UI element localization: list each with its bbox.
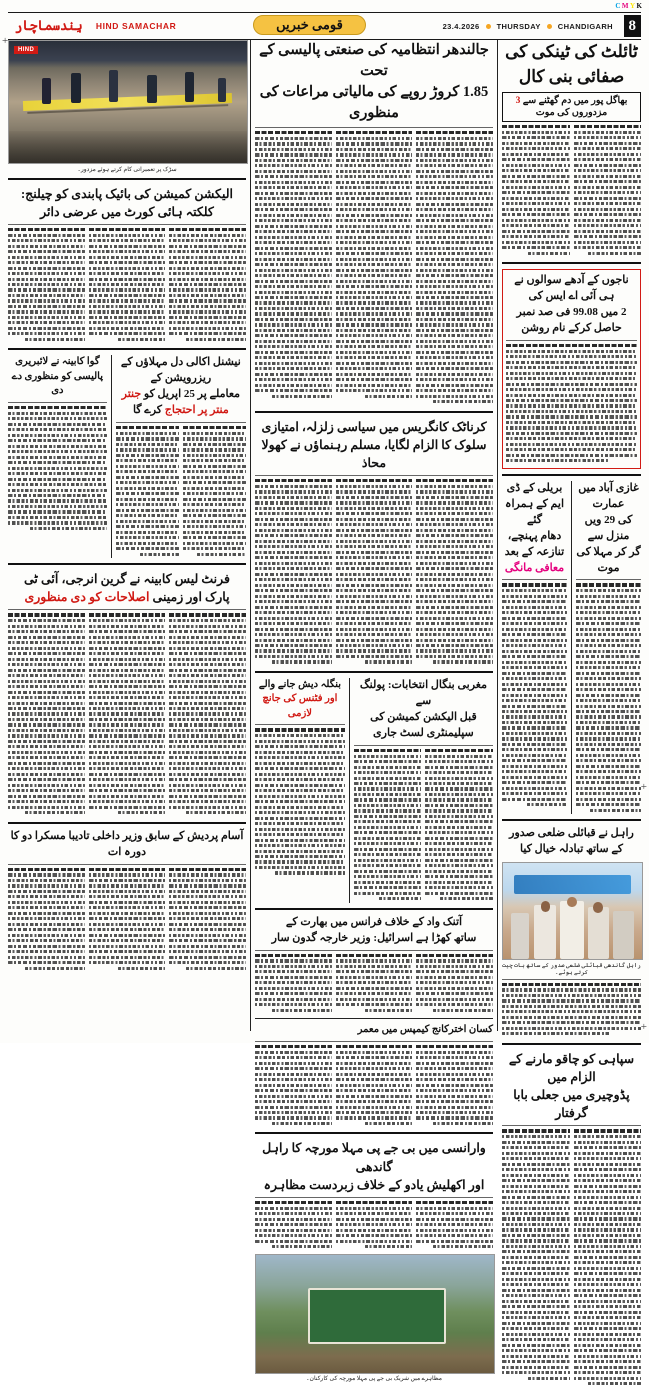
headline-text: معاملے پر 25 اپریل کو [143, 388, 241, 401]
photo-caption: مظاہرے میں شریک بی جے پی مہلا مورچہ کی کارکنان۔ [306, 1376, 442, 1383]
headline-line-1: بنگلہ دیش جانے والے [258, 678, 342, 690]
article-pair-bengal-bangladesh [255, 678, 493, 903]
headline-line-2 [116, 387, 246, 419]
dateline-rule [89, 228, 166, 231]
headline-highlight: معافی مانگی [504, 561, 565, 574]
headline-line-1: وارانسی میں بی جے پی مہلا مورچہ کا راہل گاندھی [262, 1141, 486, 1174]
headline-line-1: کرناٹک کانگریس میں سیاسی زلزلہ، امتیازی [261, 419, 487, 434]
article-israel-terrorism-support [255, 915, 493, 1015]
article-bike-ban-challenge [8, 185, 246, 344]
photo-road-construction [8, 40, 248, 164]
photo-logo-badge: HIND [14, 46, 38, 54]
dateline-rule [169, 228, 246, 231]
article-varanasi-bjp-protest [255, 1139, 493, 1382]
page-body [8, 40, 641, 1383]
article-body [502, 125, 641, 257]
headline: ٹائلٹ کی ٹینکی کی صفائی بنی کال [505, 42, 638, 86]
headline: گوا کابینہ نے لائبریری پالیسی کو منظوری دے دی [11, 356, 103, 397]
headline-line-2 [255, 692, 345, 721]
section-badge-wrap [176, 16, 442, 36]
headline-line-2: اور اکھلیش یادو کے خلاف زبردست مظاہرہ [263, 1177, 485, 1192]
article-ghaziabad-fall-death [571, 481, 641, 814]
article-frontless-cabinet-green-energy [8, 570, 246, 817]
article-kisan-campus [255, 1023, 493, 1127]
masthead [8, 12, 641, 40]
headline-line-1: آتنک واد کے خلاف فرانس میں بھارت کے [285, 915, 463, 928]
headline-highlight: اور فٹنس کی جانچ لازمی [262, 693, 338, 719]
headline-highlight: اصلاحات کو دی منظوری [24, 590, 150, 605]
publication-day: THURSDAY [496, 21, 541, 31]
headline-line-1: غازی آباد میں عمارت [578, 481, 639, 510]
cmyk-m: M [621, 2, 629, 10]
section-badge: قومی خبریں [253, 15, 366, 35]
article-body [255, 728, 345, 874]
headline-tail: کرے گا [132, 404, 163, 417]
cmyk-c: C [615, 2, 621, 10]
headline-line-2: 1.85 کروڑ روپے کی مالیاتی مراعات کی منظوری [259, 84, 489, 122]
publication-edition: CHANDIGARH [557, 21, 613, 31]
article-assam-minister-tour [8, 829, 246, 972]
photo-caption: سڑک پر تعمیراتی کام کرتے ہوئے مزدور۔ [77, 166, 177, 173]
article-toilet-tank-deaths [502, 40, 641, 257]
headline-line-1: مغربی بنگال انتخابات: پولنگ سے [359, 678, 487, 707]
headline-line-2: 2 میں 99.08 فی صد نمبر حاصل کرکے نام روشن [516, 305, 627, 334]
article-body [8, 228, 246, 344]
article-goa-library-policy [8, 355, 107, 558]
headline: آسام پردیش کے سابق وزیر داخلی تادیبا مسکرا دو کا دورہ ات [10, 829, 244, 858]
headline-line-1: نیشنل اکالی دل مہلاؤں کے ریزرویشن کے [120, 356, 241, 385]
article-puducherry-fake-baba [502, 1050, 641, 1387]
headline-text: دھام پہنچے، تنازعہ کے بعد [504, 529, 565, 558]
separator-dot-icon [547, 24, 552, 29]
headline-line-1: فرنٹ لیس کابینہ نے گرین انرجی، آئی ٹی [23, 572, 231, 587]
article-body [255, 131, 493, 406]
headline-line-2: ساتھ کھڑا ہے اسرائیل: وزیر خارجہ گدون سار [271, 931, 477, 944]
article-karnataka-congress [255, 418, 493, 666]
headline-highlight: جنتر منتر پر احتجاج [121, 388, 229, 417]
article-bengal-supplementary-list [349, 678, 493, 903]
article-body [502, 1129, 641, 1387]
article-bareilly-dm-apology [502, 481, 567, 814]
article-body [255, 479, 493, 666]
article-akali-protest [111, 355, 246, 558]
article-body [502, 583, 567, 806]
cmyk-y: Y [629, 2, 636, 10]
registration-mark-right: + [640, 781, 647, 793]
headline-line-2: پڈوچیری میں جعلی بابا گرفتار [513, 1088, 630, 1121]
subheadline-number: 3 [515, 95, 521, 106]
column-left [8, 40, 251, 1031]
article-body [255, 954, 493, 1015]
article-body [8, 868, 246, 973]
article-ias-topper [502, 269, 641, 469]
article-pair-goa-akali [8, 355, 246, 558]
headline-line-1: الیکشن کمیشن کی بائیک پابندی کو چیلنج: [20, 186, 234, 201]
article-bangladesh-fitness-check [255, 678, 345, 903]
headline-text: پارک اور زمینی [152, 590, 230, 605]
headline-line-1: ناجوں کے آدھے سوالوں نے ہی آئی اے ایس کی [514, 274, 629, 302]
column-middle [251, 40, 498, 1383]
headline: راہل نے قبائلی ضلعی صدور کے ساتھ تبادلہ خیال کیا [509, 827, 634, 856]
article-body [502, 983, 641, 1036]
masthead-meta [443, 15, 641, 37]
headline-line-2 [502, 529, 567, 577]
subheadline-part-2: مزدوروں کی موت [535, 108, 608, 119]
article-body [354, 749, 493, 903]
photo-caption: راہل گاندھی قبائلی ضلعی صدور کے ساتھ بات چیت کرتے ہوئے۔ [502, 962, 641, 976]
subheadline [502, 92, 641, 122]
article-body [506, 344, 637, 463]
article-body [255, 1045, 493, 1128]
cmyk-k: K [636, 2, 643, 10]
separator-dot-icon [486, 24, 491, 29]
publication-logo-english[interactable]: HIND SAMACHAR [95, 21, 177, 31]
headline-line-2: سلوک کا الزام لگایا، مسلم رہنماؤں نے کھولا محاذ [261, 437, 487, 470]
headline-line-2: کلکتہ ہائی کورٹ میں عرضی دائر [40, 204, 214, 219]
article-body [255, 1201, 493, 1251]
headline-line-2 [8, 588, 246, 606]
dateline-rule [8, 228, 85, 231]
headline-line-1: جالندھر انتظامیہ کی صنعتی پالیسی کے تحت [259, 42, 489, 80]
article-body [8, 613, 246, 816]
article-jalandhar-industrial-policy [255, 40, 493, 406]
column-right [498, 40, 641, 1121]
headline-line-2: کی 29 ویں منزل سے [584, 513, 633, 542]
registration-mark-left: + [2, 35, 9, 47]
headline-line-1: سپاہی کو چاقو مارنے کے الزام میں [508, 1051, 635, 1084]
article-rahul-tribal-leaders [502, 826, 641, 1038]
subheadline-part-1: بھاگل پور میں دم گھٹنے سے [522, 95, 628, 106]
page-number: 8 [624, 15, 641, 37]
publication-date: 23.4.2026 [442, 21, 480, 31]
article-body [116, 426, 246, 558]
headline-line-1: بریلی کے ڈی ایم کے ہمراہ گئے [505, 481, 564, 526]
headline-line-2: قبل الیکشن کمیشن کی سپلیمنٹری لسٹ جاری [370, 710, 477, 739]
article-body [8, 406, 107, 530]
photo-rahul-meeting [502, 862, 643, 960]
headline-line-3: گر کر مہلا کی موت [576, 545, 641, 574]
headline: کسان اخترکانج کیمپس میں معمر [357, 1024, 493, 1036]
article-body [576, 583, 641, 811]
article-pair-ghaziabad-bareilly [502, 481, 641, 814]
photo-protest-rally [255, 1254, 495, 1374]
registration-mark-bottom: + [640, 1021, 647, 1033]
cmyk-colorbar [615, 2, 643, 10]
publication-logo-urdu[interactable]: ہِندسماچار [14, 18, 83, 34]
